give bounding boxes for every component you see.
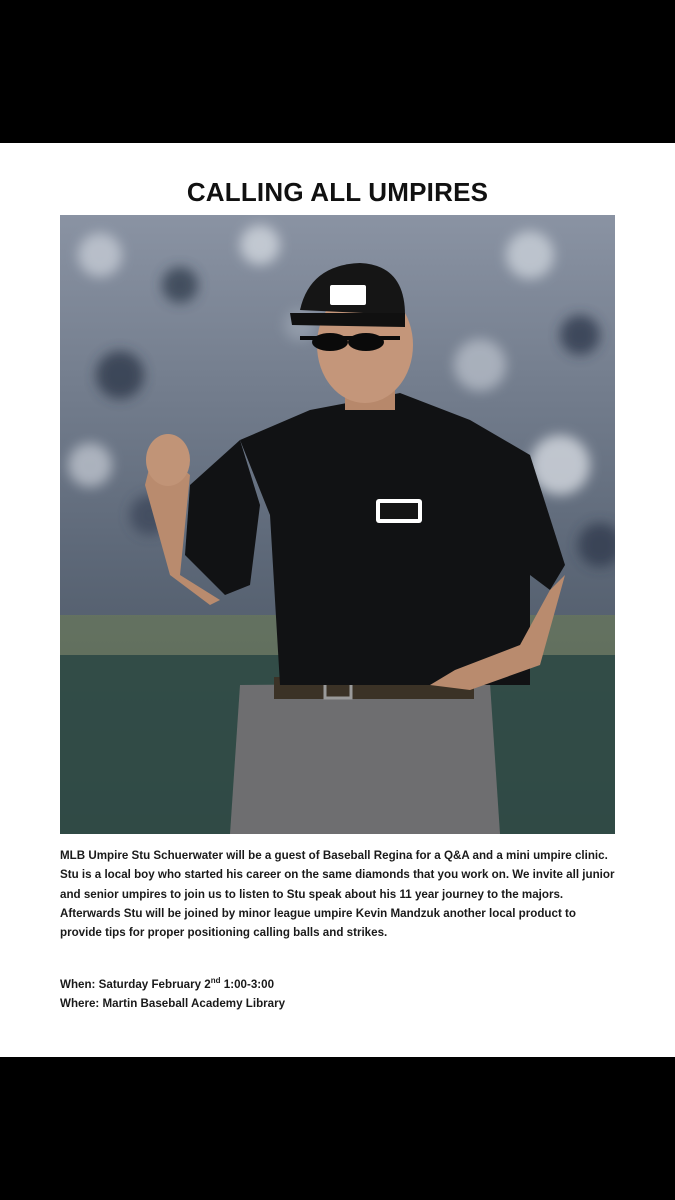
when-ordinal: nd bbox=[210, 976, 221, 986]
event-when bbox=[60, 975, 620, 994]
bottom-letterbox bbox=[0, 1057, 675, 1200]
top-letterbox bbox=[0, 0, 675, 143]
event-where: Where: Martin Baseball Academy Library bbox=[60, 997, 286, 1011]
description-paragraph: MLB Umpire Stu Schuerwater will be a guest of Baseball Regina for a Q&A and a mini umpire clinic. Stu is a local boy who started his career on the same diamonds that you work on. We invite all junior and senior umpires to join us to listen to Stu speak about his 11 year journey to the majors. Afterwards Stu will be joined by minor league umpire Kevin Mandzuk another local product to provide tips for proper positioning calling balls and strikes. bbox=[60, 849, 615, 940]
flyer-page bbox=[0, 143, 675, 1057]
when-label: When: Saturday February 2 bbox=[60, 978, 211, 991]
event-description bbox=[60, 846, 620, 942]
event-details bbox=[60, 975, 620, 1014]
umpire-photo bbox=[60, 215, 615, 834]
flyer-title: CALLING ALL UMPIRES bbox=[186, 177, 489, 207]
when-time: 1:00-3:00 bbox=[220, 978, 275, 991]
